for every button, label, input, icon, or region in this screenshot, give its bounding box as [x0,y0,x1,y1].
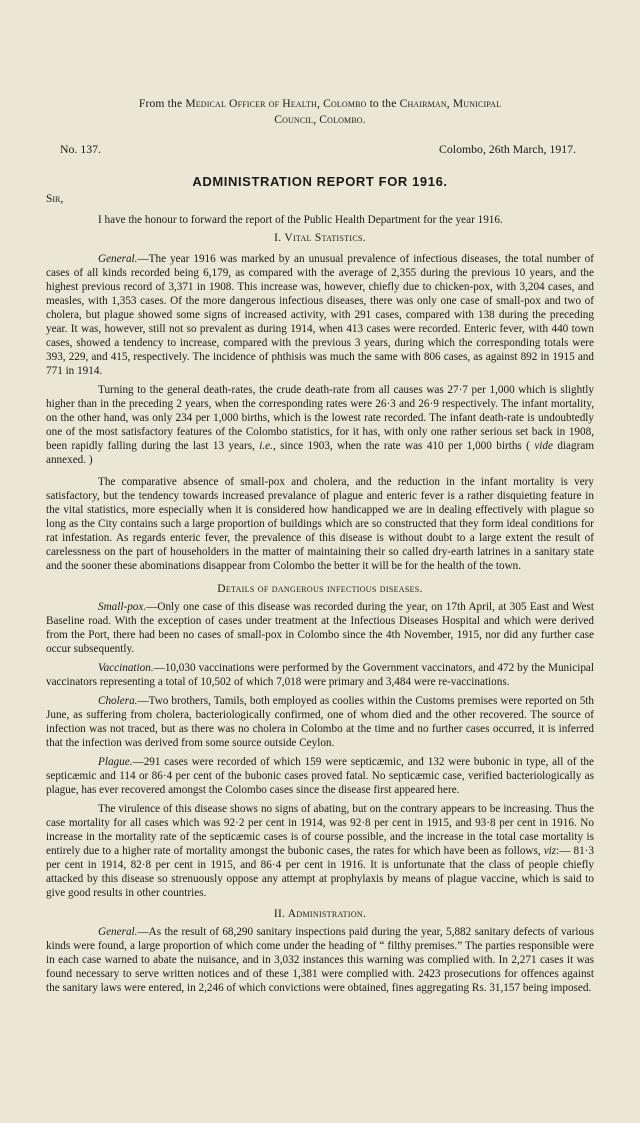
paragraph-general [46,252,594,378]
paragraph-administration-general [46,925,594,995]
reference-row [60,142,576,157]
section-heading-dangerous-diseases: Details of dangerous infectious diseases. [217,583,423,595]
section-heading-vital-statistics: I. Vital Statistics. [274,232,366,244]
recipient: Chairman, Municipal [399,97,502,110]
paragraph-death-rates [46,383,594,467]
paragraph-text: —10,030 vaccinations were performed by the Government vaccinators, and 472 by the Municipal vaccinators representing a total of 10,502 of which 7,018 were primary and 3,484 were re-vaccinations. [46,662,594,688]
paragraph-text: —As the result of 68,290 sanitary inspections paid during the year, 5,882 sanitary defects of various kinds were found, a large proportion of which come under the heading of “ filthy premises.” The parties responsible were in each case warned to abate the nuisance, and in 3,032 instances this warning was complied with. In 2,271 cases it was found necessary to serve written notices and of these 1,381 were complied with. 2423 prosecutions for offences against the sanitary laws were entered, in 2,246 of which convictions were obtained, fines aggregating Rs. 31,157 being imposed. [46,926,594,994]
paragraph-label: Vaccination. [98,662,154,674]
report-title: ADMINISTRATION REPORT FOR 1916. [192,174,448,189]
paragraph-text: —291 cases were recorded of which 159 were septicæmic, and 132 were bubonic in type, all of the septicæmic and 114 or 86·4 per cent of the bubonic cases proved fatal. No septicæmic case, verified bacteriologically as plague, has ever recovered amongst the Colombo cases since the disease first appeared here. [46,756,594,796]
paragraph-text: —Only one case of this disease was recorded during the year, on 17th April, at 305 East and West Baseline road. With the exception of cases under treatment at the Infectious Diseases Hospital and which were derived from the Port, there had been no cases of small-pox in Colombo since the 4th November, 1915, nor did any further case occur subsequently. [46,601,594,655]
from-line-1 [46,96,594,112]
paragraph-cholera [46,694,594,750]
paragraph-text: , since 1903, when the rate was 410 per 1,000 births ( [272,440,535,452]
paragraph-virulence [46,802,594,900]
salutation: Sir, [46,193,64,205]
paragraph-text: Turning to the general death-rates, the crude death-rate from all causes was 27·7 per 1,000 which is slightly higher than in the preceding 2 years, when the corresponding rates were 26·3 and 26·9 respectively. The infant mortality, on the other hand, was only 234 per 1,000 births, which is the lowest rate recorded. The infant death-rate is undoubtedly one of the most satisfactory features of the Colombo statistics, for it has, with only one rather serious set back in 1908, been rapidly falling during the last 13 years, [46,384,594,452]
paragraph-small-pox [46,600,594,656]
paragraph-text: The virulence of this disease shows no signs of abating, but on the contrary appears to be increasing. Thus the case mortality for all cases which was 92·2 per cent in 1914, was 92·8 per cent in 1915, and 93·8 per cent in 1916. No increase in the mortality rate of the septicæmic cases is of course possible, and the increase in the total case mortality is entirely due to a higher rate of mortality amongst the bubonic cases, the rates for which have been as follows, [46,803,594,857]
sender: Medical Officer of Health, Colombo [185,97,367,110]
place-date: Colombo, 26th March, 1917. [439,142,576,156]
italic-abbrev: vide [534,440,553,452]
italic-abbrev: viz [543,845,557,857]
paragraph-vaccination [46,661,594,689]
from-to: to the [366,97,400,110]
paragraph-label: General. [98,253,138,265]
paragraph-text: diagram annexed. ) [46,440,595,466]
paragraph-label: Small-pox. [98,601,147,613]
paragraph-text: —Two brothers, Tamils, both employed as coolies within the Customs premises were reported on 5th June, as suffering from cholera, bacteriologically confirmed, one of whom died and the other recovered. The source of infection was not traced, but as there was no cholera in Colombo at the time and no further cases occurred, it is inferred that the infection was derived from some source outside Ceylon. [46,695,594,749]
section-heading-administration: II. Administration. [273,908,367,920]
paragraph-text: :— 81·3 per cent in 1914, 82·8 per cent in 1915, and 86·4 per cent in 1916. It is unfortunate that the class of people chiefly attacked by this disease so strenuously oppose any attempt at prophylaxis by means of plague vaccine, which is said to give good results in other countries. [46,845,594,899]
letter-number: No. 137. [60,142,101,156]
paragraph-label: Cholera. [98,695,138,707]
italic-abbrev: i.e. [259,440,273,452]
from-line [46,96,594,128]
paragraph-label: Plague. [98,756,133,768]
paragraph-text: —The year 1916 was marked by an unusual prevalence of infectious diseases, the total number of cases of all kinds recorded being 6,179, as compared with the average of 2,355 during the previous 10 years, and the highest previous record of 3,371 in 1908. This increase was, however, chiefly due to chicken-pox, with 3,204 cases, and measles, with 1,353 cases. Of the more dangerous infectious diseases, there was only one case of small-pox and two of cholera, but plague showed some signs of increased activity, with 291 cases, compared with 138 during the preceding year. It was, however, still not so prevalent as during 1914, when 413 cases were recorded. Enteric fever, with 440 town cases, showed a tendency to increase, compared with the previous 3 years, during which the corresponding totals were 393, 229, and 415, respectively. The incidence of phthisis was much the same with 806 cases, as against 892 in 1915 and 771 in 1914. [46,253,594,377]
from-prefix: From the [138,97,186,110]
intro-paragraph: I have the honour to forward the report of the Public Health Department for the year 1916. [98,214,503,226]
from-line-2: Council, Colombo. [274,113,366,126]
paragraph-comparative: The comparative absence of small-pox and cholera, and the reduction in the infant mortality is very satisfactory, but the tendency towards increased prevalance of plague and enteric fever is a rather disquieting feature in the vital statistics, more especially when it is considered how handicapped we are in dealing effectively with plague so long as the City contains such a large proportion of buildings which are so constructed that they form ideal conditions for rat infestation. As regards enteric fever, the prevalence of this disease is without doubt to a large extent the result of carelessness on the part of householders in the matter of maintaining their so called dry-earth latrines in a sanitary state and the sooner these abominations disappear from Colombo the better it will be for the health of the town. [46,476,594,572]
paragraph-label: General. [98,926,138,938]
paragraph-plague [46,755,594,797]
